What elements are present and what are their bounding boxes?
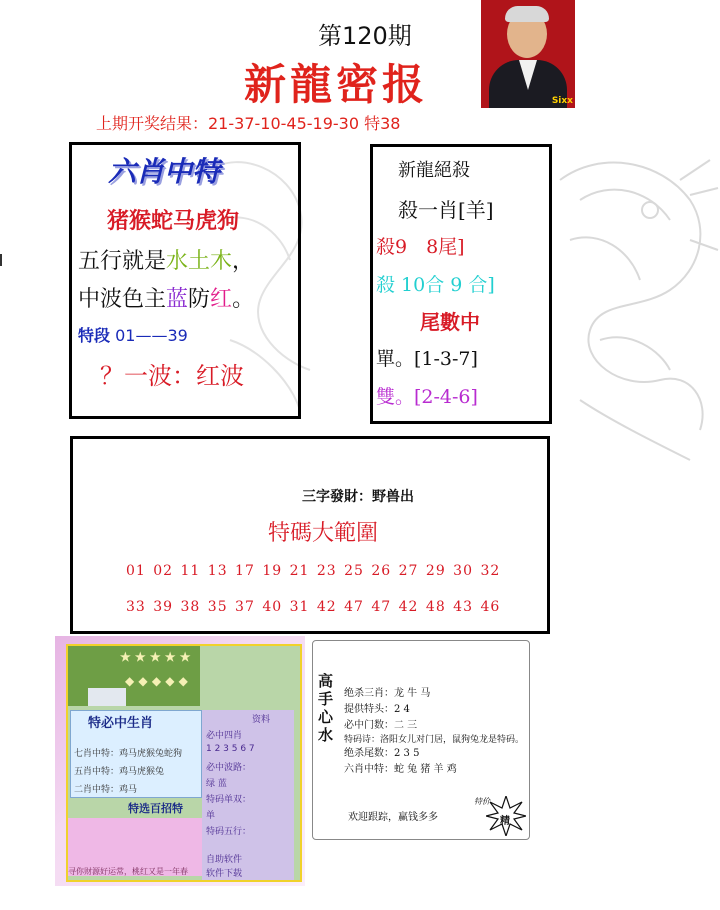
expert-line: 特码诗：洛阳女儿对门居，鼠狗兔龙是特码。 (344, 735, 525, 745)
promo-footer: 特选百招特 (128, 802, 183, 815)
promo-banner-text-2: ◆ ◆ ◆ ◆ ◆ (125, 674, 188, 688)
special-range: 特段 01——39 (78, 326, 188, 345)
expert-line: 绝杀尾数：2 3 5 (344, 748, 420, 759)
burst-tag: 特价 (474, 797, 490, 806)
wave-blue: 蓝 (166, 287, 189, 312)
portrait-photo (481, 0, 575, 108)
info-line: 1 2 3 5 6 7 (206, 744, 255, 754)
info-line: 自助软件 (206, 855, 243, 865)
tail-odd: 單。[1-3-7] (376, 348, 478, 370)
zodiac-item: 二肖中特：鸡马 (74, 785, 138, 795)
zodiac-item: 五肖中特：鸡马虎猴兔 (74, 767, 165, 777)
tail-even: 雙。[2-4-6] (376, 386, 478, 408)
info-line: 必中四肖 (206, 731, 243, 741)
special-number-title: 特碼大範圍 (268, 521, 379, 546)
expert-card-title: 高手心水 (318, 672, 334, 744)
page-title: 新龍密报 (244, 60, 429, 109)
three-words: 三字發財：野兽出 (302, 489, 414, 505)
promo-bottom-text: 寻你财源好运常，桃红又是一年春 (68, 867, 188, 876)
info-line: 特码五行： (206, 827, 252, 837)
expert-line: 必中门数：二 三 (344, 720, 418, 731)
expert-line: 六肖中特：蛇 兔 猪 羊 鸡 (344, 764, 457, 775)
info-line: 特码单双： (206, 795, 252, 805)
info-line: 单 (206, 811, 216, 821)
kill-he: 殺 10合 9 合] (376, 274, 495, 296)
wave-red: 红 (210, 287, 233, 312)
promo-banner-text-1: ★ ★ ★ ★ ★ (120, 650, 191, 664)
zodiac-item: 七肖中特：鸡马虎猴兔蛇狗 (74, 749, 183, 759)
one-wave: ？一波：红波 (100, 362, 244, 390)
info-line: 必中波路： (206, 763, 252, 773)
edge-tick (0, 254, 2, 266)
six-zodiac-title: 六肖中特 (108, 155, 221, 188)
issue-number: 第120期 (318, 22, 412, 50)
six-zodiac-animals: 猪猴蛇马虎狗 (107, 208, 240, 234)
last-result: 上期开奖结果：21-37-10-45-19-30 特38 (96, 114, 401, 133)
wave-color-line: 中波色主蓝防红。 (78, 287, 255, 312)
five-elements-value: 水土木 (166, 249, 233, 274)
number-row-1: 01 02 11 13 17 19 21 23 25 26 27 29 30 32 (126, 563, 501, 579)
tail-title: 尾數中 (420, 310, 480, 334)
blurred-block (88, 688, 126, 706)
kill-tail: 殺9 8尾] (376, 236, 465, 258)
expert-line: 提供特头：2 4 (344, 704, 410, 715)
info-line: 资料 (252, 715, 271, 725)
expert-line: 绝杀三肖：龙 牛 马 (344, 688, 431, 699)
burst-text: 精 (500, 816, 510, 827)
five-elements-line: 五行就是水土木， (78, 249, 255, 274)
info-line: 软件下载 (206, 869, 243, 879)
welcome-text: 欢迎跟踪，赢钱多多 (348, 812, 438, 823)
photo-tag: Sixx (551, 96, 573, 106)
zodiac-panel-title: 特必中生肖 (88, 716, 154, 731)
number-row-2: 33 39 38 35 37 40 31 42 47 47 42 48 43 46 (126, 599, 501, 615)
info-line: 绿 蓝 (206, 779, 227, 789)
kill-zodiac: 殺一肖[羊] (398, 198, 494, 222)
dragon-watermark (540, 140, 720, 480)
kill-title: 新龍絕殺 (398, 160, 470, 181)
